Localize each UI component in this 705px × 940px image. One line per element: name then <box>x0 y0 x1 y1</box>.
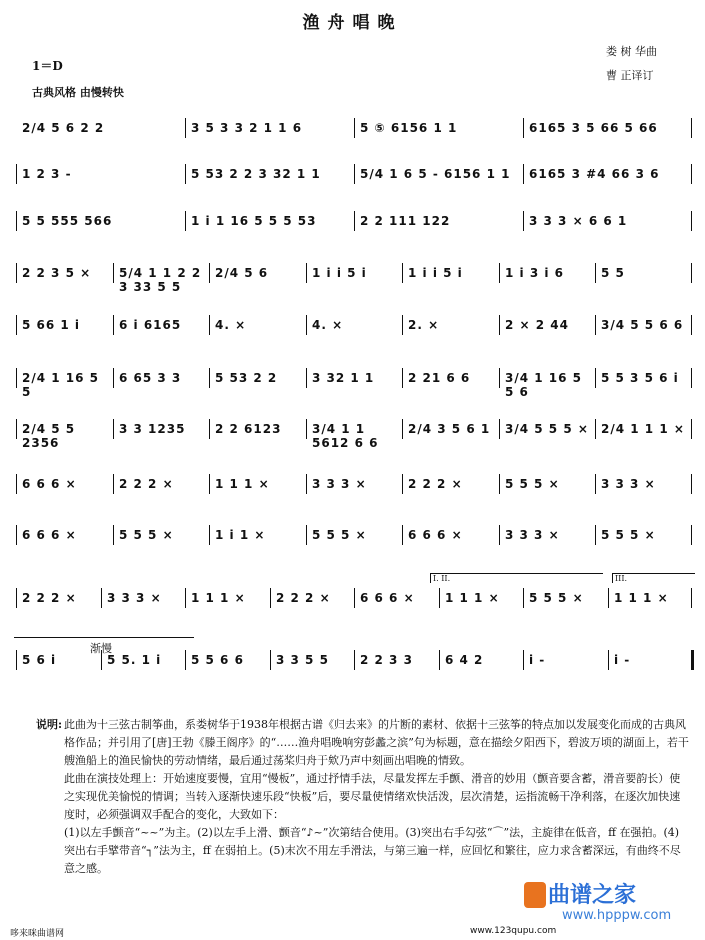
score-row <box>16 519 692 553</box>
arranger-credit: 曹 正译订 <box>606 69 654 82</box>
measure: 6 65 3 3 <box>119 371 182 385</box>
barline <box>499 368 500 388</box>
barline <box>523 588 524 608</box>
divider <box>14 637 194 638</box>
measure: 5/4 1 1 2 2 3 33 5 5 <box>119 266 202 294</box>
measure: 2. × <box>408 318 440 332</box>
score-row <box>16 582 692 616</box>
measure: 3/4 1 1 5612 6 6 <box>312 422 379 450</box>
barline <box>306 525 307 545</box>
barline <box>499 525 500 545</box>
logo-badge-icon <box>524 882 546 908</box>
measure: 5 5. 1 i <box>107 653 162 667</box>
measure: 1 1 1 × <box>191 591 246 605</box>
measure: 6 6 6 × <box>408 528 463 542</box>
measure: 2 2 111 122 <box>360 214 451 228</box>
measure: 3 3 3 × <box>312 477 367 491</box>
barline <box>354 211 355 231</box>
barline <box>402 263 403 283</box>
barline <box>402 525 403 545</box>
watermark-logo <box>520 878 702 926</box>
barline <box>113 525 114 545</box>
notes-paragraph: 此曲在演技处理上：开始速度要慢，宜用“慢板”，通过抒情手法，尽量发挥左手颤、滑音的妙用（颤音要含蓄，滑音要韵长）使之实现优美愉悦的情调；当转入逐渐快速乐段“快板”后，要尽量使情绪欢快活泼，层次清楚，运指流畅干净利落，在逐次加快速度时，必须强调双手配合的变化，大致如下： <box>64 772 681 821</box>
barline <box>402 419 403 439</box>
barline <box>306 315 307 335</box>
barline <box>499 419 500 439</box>
measure: 6 6 6 × <box>360 591 415 605</box>
measure: 2 2 2 × <box>276 591 331 605</box>
barline <box>354 650 355 670</box>
measure: 5 6 i <box>22 653 57 667</box>
notes-paragraph: 此曲为十三弦古制筝曲，系娄树华于1938年根据古谱《归去来》的片断的素材、依据十三弦筝的特点加以发展变化而成的古典风格作品；并引用了[唐]王勃《滕王阁序》的“……渔舟唱晚响穷彭蠡之滨”句为标题，意在描绘夕阳西下，碧波万顷的湖面上，若干艘渔船上的渔民愉快的劳动情绪，最后通过荡桨归舟于欸乃声中刻画出唱晚的情致。 <box>64 718 689 767</box>
barline <box>595 525 596 545</box>
barline <box>16 650 17 670</box>
barline <box>16 164 17 184</box>
barline <box>691 118 692 138</box>
barline <box>185 588 186 608</box>
measure: 1 1 1 × <box>614 591 669 605</box>
page-title: 渔舟唱晚 <box>302 13 403 33</box>
barline <box>209 315 210 335</box>
barline <box>306 368 307 388</box>
measure: 5 53 2 2 <box>215 371 278 385</box>
barline <box>691 164 692 184</box>
barline <box>113 263 114 283</box>
measure: 1 i i 5 i <box>408 266 463 280</box>
logo-text: 曲谱之家 <box>548 883 637 908</box>
barline <box>306 263 307 283</box>
score-row <box>16 158 692 192</box>
barline <box>113 474 114 494</box>
measure: 1 i 1 16 5 5 5 53 <box>191 214 317 228</box>
barline <box>101 588 102 608</box>
measure: 2 2 3 3 <box>360 653 413 667</box>
barline <box>691 315 692 335</box>
barline <box>209 263 210 283</box>
barline <box>113 315 114 335</box>
measure: 3/4 5 5 5 × <box>505 422 589 436</box>
barline <box>185 164 186 184</box>
score-row <box>16 468 692 502</box>
measure: 3 32 1 1 <box>312 371 375 385</box>
measure: 5 5 <box>601 266 625 280</box>
measure: i - <box>529 653 546 667</box>
measure: 2 2 6123 <box>215 422 282 436</box>
barline <box>185 211 186 231</box>
measure: 6 6 6 × <box>22 477 77 491</box>
barline <box>523 118 524 138</box>
measure: 1 i 3 i 6 <box>505 266 564 280</box>
measure: 5 5 5 × <box>529 591 584 605</box>
barline <box>439 588 440 608</box>
barline <box>270 650 271 670</box>
barline <box>608 588 609 608</box>
barline <box>691 525 692 545</box>
measure: 3/4 5 5 6 6 <box>601 318 684 332</box>
measure: 2 21 6 6 <box>408 371 471 385</box>
measure: 2 2 2 × <box>22 591 77 605</box>
site-url: www.123qupu.com <box>470 926 557 936</box>
barline <box>691 588 692 608</box>
barline <box>691 263 692 283</box>
barline <box>499 474 500 494</box>
barline <box>16 525 17 545</box>
measure: 5 66 1 i <box>22 318 81 332</box>
measure: 5 5 5 × <box>601 528 656 542</box>
measure: 5 ⑤ 6156 1 1 <box>360 121 458 135</box>
barline <box>595 368 596 388</box>
barline <box>113 368 114 388</box>
measure: 2/4 5 6 <box>215 266 269 280</box>
measure: 2 2 2 × <box>119 477 174 491</box>
key-signature: 1＝D <box>32 59 63 73</box>
barline <box>209 419 210 439</box>
barline <box>608 650 609 670</box>
barline <box>16 419 17 439</box>
score-row <box>16 112 692 146</box>
score-row <box>16 362 692 399</box>
logo-url: www.hpppw.com <box>562 908 672 923</box>
barline <box>402 368 403 388</box>
measure: 1 i 1 × <box>215 528 266 542</box>
measure: 1 1 1 × <box>215 477 270 491</box>
notes-paragraph: (1)以左手颤音“~~”为主。(2)以左手上滑、颤音“♪~”次第结合使用。(3)突出右手勾弦“⌒”法，主旋律在低音，ff 在强拍。(4)突出右手擘带音“┐”法为主，ff 在弱拍上。(5)末次不用左手滑法，与第三遍一样，应回忆和繁往，应力求含蓄深远，有曲终不尽意之感。 <box>64 826 681 875</box>
barline <box>402 474 403 494</box>
measure: 6165 3 #4 66 3 6 <box>529 167 660 181</box>
barline <box>16 211 17 231</box>
measure: 2 2 3 5 × <box>22 266 92 280</box>
barline <box>691 368 692 388</box>
measure: 5 5 5 × <box>312 528 367 542</box>
measure: 3 3 3 × 6 6 1 <box>529 214 628 228</box>
barline <box>209 525 210 545</box>
score-row <box>16 309 692 343</box>
score-row <box>16 413 692 450</box>
measure: 4. × <box>312 318 344 332</box>
barline <box>209 368 210 388</box>
measure: 6 i 6165 <box>119 318 182 332</box>
barline <box>523 164 524 184</box>
measure: 5 5 5 × <box>505 477 560 491</box>
barline <box>499 315 500 335</box>
measure: 1 i i 5 i <box>312 266 367 280</box>
barline <box>354 164 355 184</box>
score-row <box>16 644 692 678</box>
barline <box>354 118 355 138</box>
barline <box>595 315 596 335</box>
measure: 1 2 3 - <box>22 167 72 181</box>
barline <box>439 650 440 670</box>
barline <box>185 650 186 670</box>
barline <box>16 588 17 608</box>
measure: 3 3 1235 <box>119 422 186 436</box>
measure: 6165 3 5 66 5 66 <box>529 121 658 135</box>
measure: 3 3 3 × <box>107 591 162 605</box>
measure: 3/4 1 16 5 5 6 <box>505 371 583 399</box>
measure: 3 3 3 × <box>601 477 656 491</box>
barline <box>691 211 692 231</box>
measure: 2/4 5 6 2 2 <box>22 121 105 135</box>
measure: 5 5 5 × <box>119 528 174 542</box>
barline <box>595 474 596 494</box>
measure: 3 3 5 5 <box>276 653 329 667</box>
measure: 2/4 5 5 2356 <box>22 422 76 450</box>
style-marking: 古典风格 由慢转快 <box>32 86 124 99</box>
barline <box>16 263 17 283</box>
measure: 2/4 3 5 6 1 <box>408 422 491 436</box>
barline <box>209 474 210 494</box>
measure: 5 5 3 5 6 i <box>601 371 679 385</box>
barline <box>185 118 186 138</box>
measure: 6 4 2 <box>445 653 484 667</box>
tempo-mark: 渐慢 <box>90 642 112 655</box>
site-name: 哆来咪曲谱网 <box>10 929 65 939</box>
barline <box>691 474 692 494</box>
barline <box>595 419 596 439</box>
barline <box>691 419 692 439</box>
barline <box>595 263 596 283</box>
barline <box>113 419 114 439</box>
barline <box>402 315 403 335</box>
volta-first-second: I. II. <box>430 573 603 583</box>
barline <box>270 588 271 608</box>
barline <box>306 474 307 494</box>
measure: 2 × 2 44 <box>505 318 569 332</box>
measure: 6 6 6 × <box>22 528 77 542</box>
barline <box>354 588 355 608</box>
measure: 3 3 3 × <box>505 528 560 542</box>
measure: 2/4 1 16 5 5 <box>22 371 100 399</box>
barline <box>16 474 17 494</box>
score-row <box>16 205 692 239</box>
measure: i - <box>614 653 631 667</box>
composer-credit: 娄 树 华曲 <box>606 45 657 58</box>
score-row <box>16 257 692 294</box>
measure: 5 5 555 566 <box>22 214 113 228</box>
measure: 1 1 1 × <box>445 591 500 605</box>
notes-label: 说明: <box>36 718 63 731</box>
measure: 3 5 3 3 2 1 1 6 <box>191 121 303 135</box>
barline <box>306 419 307 439</box>
notes-section <box>36 716 690 878</box>
barline <box>499 263 500 283</box>
measure: 2 2 2 × <box>408 477 463 491</box>
measure: 5 5 6 6 <box>191 653 244 667</box>
measure: 2/4 1 1 1 × <box>601 422 685 436</box>
barline <box>16 315 17 335</box>
volta-third: III. <box>612 573 695 583</box>
barline <box>523 211 524 231</box>
measure: 4. × <box>215 318 247 332</box>
barline <box>16 368 17 388</box>
measure: 5/4 1 6 5 - 6156 1 1 <box>360 167 511 181</box>
measure: 5 53 2 2 3 32 1 1 <box>191 167 321 181</box>
barline <box>523 650 524 670</box>
barline <box>691 650 694 670</box>
